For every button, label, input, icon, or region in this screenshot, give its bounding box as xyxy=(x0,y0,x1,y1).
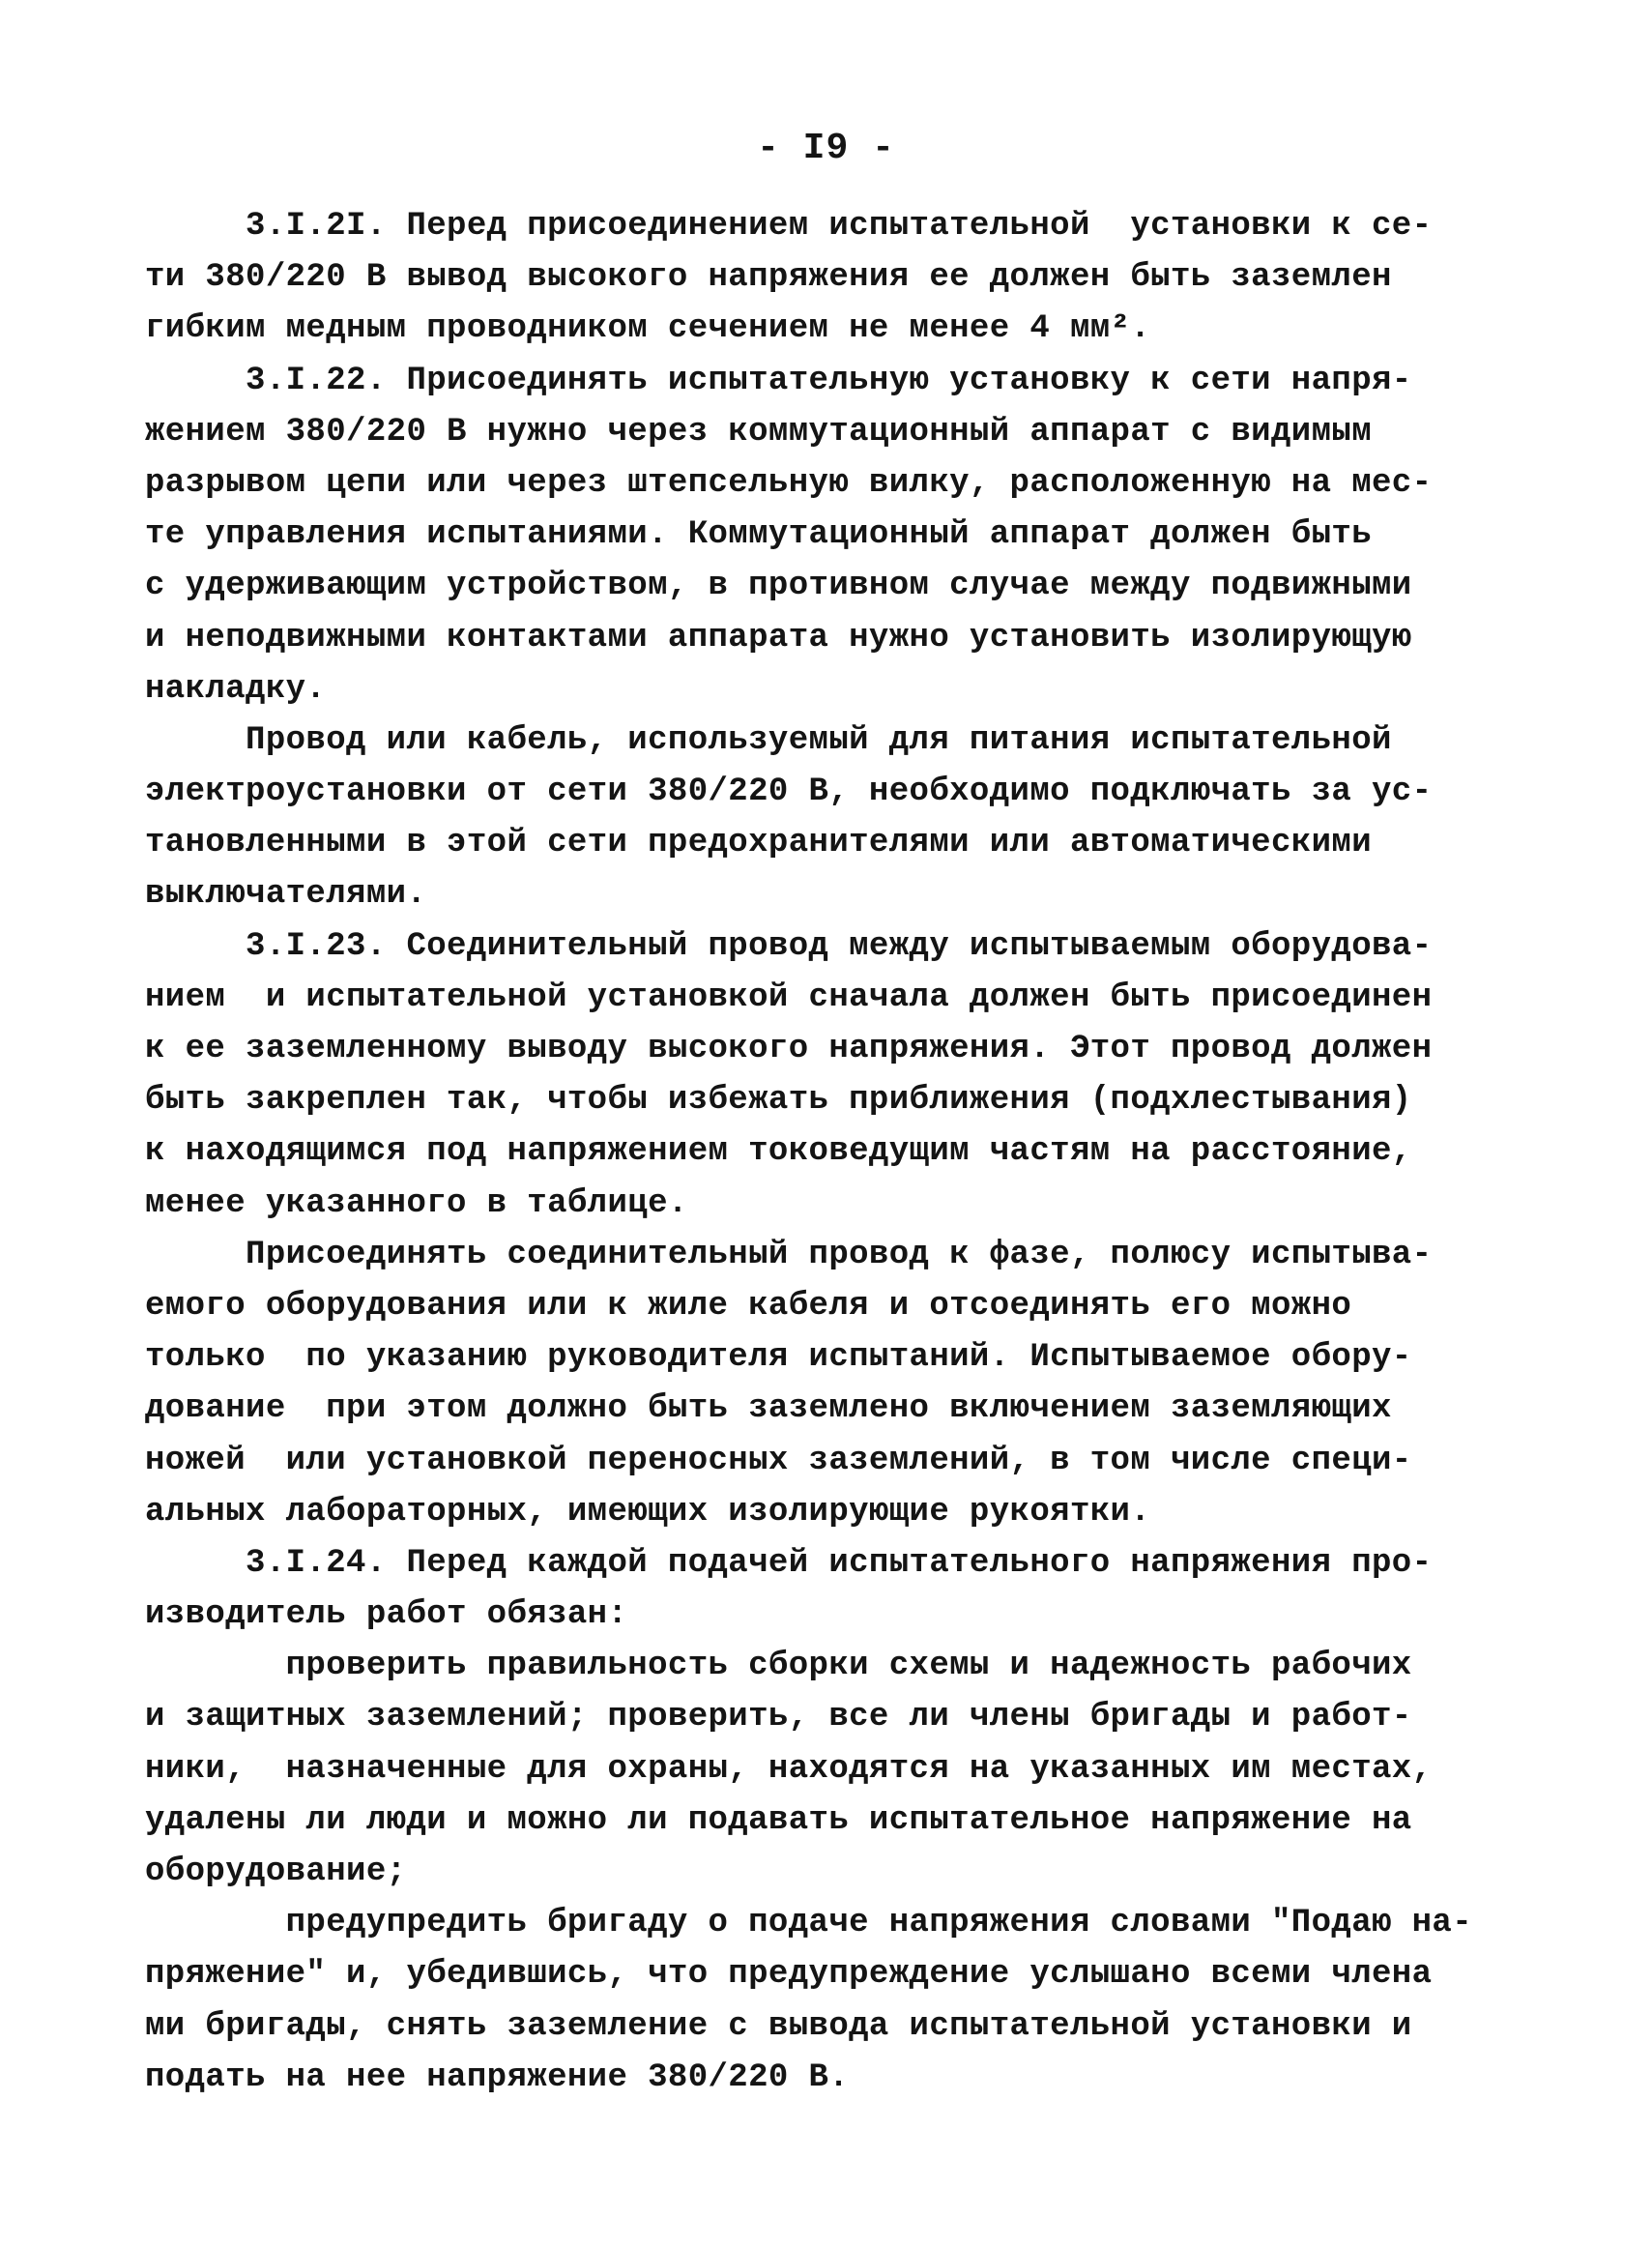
text-line: пряжение" и, убедившись, что предупреждение услышано всеми члена xyxy=(145,1956,1433,1994)
text-line: Присоединять соединительный провод к фазе, полюсу испытыва- xyxy=(145,1236,1433,1273)
text-line: разрывом цепи или через штепсельную вилку, расположенную на мес- xyxy=(145,464,1433,502)
text-line: ножей или установкой переносных заземлений, в том числе специ- xyxy=(145,1442,1412,1479)
text-line: ти 380/220 В вывод высокого напряжения ее должен быть заземлен xyxy=(145,259,1392,297)
text-line: к находящимся под напряжением токоведущим частям на расстояние, xyxy=(145,1133,1412,1171)
text-line: 3.I.24. Перед каждой подачей испытательного напряжения про- xyxy=(145,1544,1433,1582)
text-line: быть закреплен так, чтобы избежать приближения (подхлестывания) xyxy=(145,1082,1412,1120)
text-line: только по указанию руководителя испытаний. Испытываемое обору- xyxy=(145,1339,1412,1377)
text-line: выключателями. xyxy=(145,876,427,914)
text-line: электроустановки от сети 380/220 В, необходимо подключать за ус- xyxy=(145,773,1433,811)
text-line: к ее заземленному выводу высокого напряжения. Этот провод должен xyxy=(145,1031,1433,1067)
text-line: проверить правильность сборки схемы и надежность рабочих xyxy=(145,1648,1412,1685)
text-line: и неподвижными контактами аппарата нужно установить изолирующую xyxy=(145,619,1412,657)
text-line: и защитных заземлений; проверить, все ли члены бригады и работ- xyxy=(145,1699,1412,1736)
text-line: те управления испытаниями. Коммутационный аппарат должен быть xyxy=(145,516,1373,554)
text-line: оборудование; xyxy=(145,1853,407,1890)
text-line: 3.I.23. Соединительный провод между испытываемым оборудова- xyxy=(145,927,1433,965)
text-line: емого оборудования или к жиле кабеля и отсоединять его можно xyxy=(145,1287,1352,1325)
page-number: - I9 - xyxy=(757,128,895,169)
text-line: тановленными в этой сети предохранителями или автоматическими xyxy=(145,825,1373,862)
text-line: ники, назначенные для охраны, находятся на указанных им местах, xyxy=(145,1750,1433,1788)
text-line: жением 380/220 В нужно через коммутационный аппарат с видимым xyxy=(145,413,1373,451)
text-line: подать на нее напряжение 380/220 В. xyxy=(145,2058,850,2096)
text-line: с удерживающим устройством, в противном случае между подвижными xyxy=(145,568,1412,605)
text-line: изводитель работ обязан: xyxy=(145,1596,628,1634)
text-line: альных лабораторных, имеющих изолирующие рукоятки. xyxy=(145,1493,1151,1531)
text-line: накладку. xyxy=(145,670,327,708)
text-line: Провод или кабель, используемый для питания испытательной xyxy=(145,721,1392,759)
text-line: предупредить бригаду о подаче напряжения словами "Подаю на- xyxy=(145,1905,1473,1942)
text-line: гибким медным проводником сечением не менее 4 мм². xyxy=(145,310,1151,348)
text-line: удалены ли люди и можно ли подавать испытательное напряжение на xyxy=(145,1801,1412,1839)
text-line: 3.I.2I. Перед присоединением испытательной установки к се- xyxy=(145,208,1433,245)
text-line: менее указанного в таблице. xyxy=(145,1184,688,1222)
document-body xyxy=(145,201,1473,2104)
text-line: ми бригады, снять заземление с вывода испытательной установки и xyxy=(145,2007,1412,2045)
text-line: дование при этом должно быть заземлено включением заземляющих xyxy=(145,1390,1392,1428)
text-line: нием и испытательной установкой сначала должен быть присоединен xyxy=(145,978,1433,1016)
text-line: 3.I.22. Присоединять испытательную установку к сети напря- xyxy=(145,362,1412,399)
